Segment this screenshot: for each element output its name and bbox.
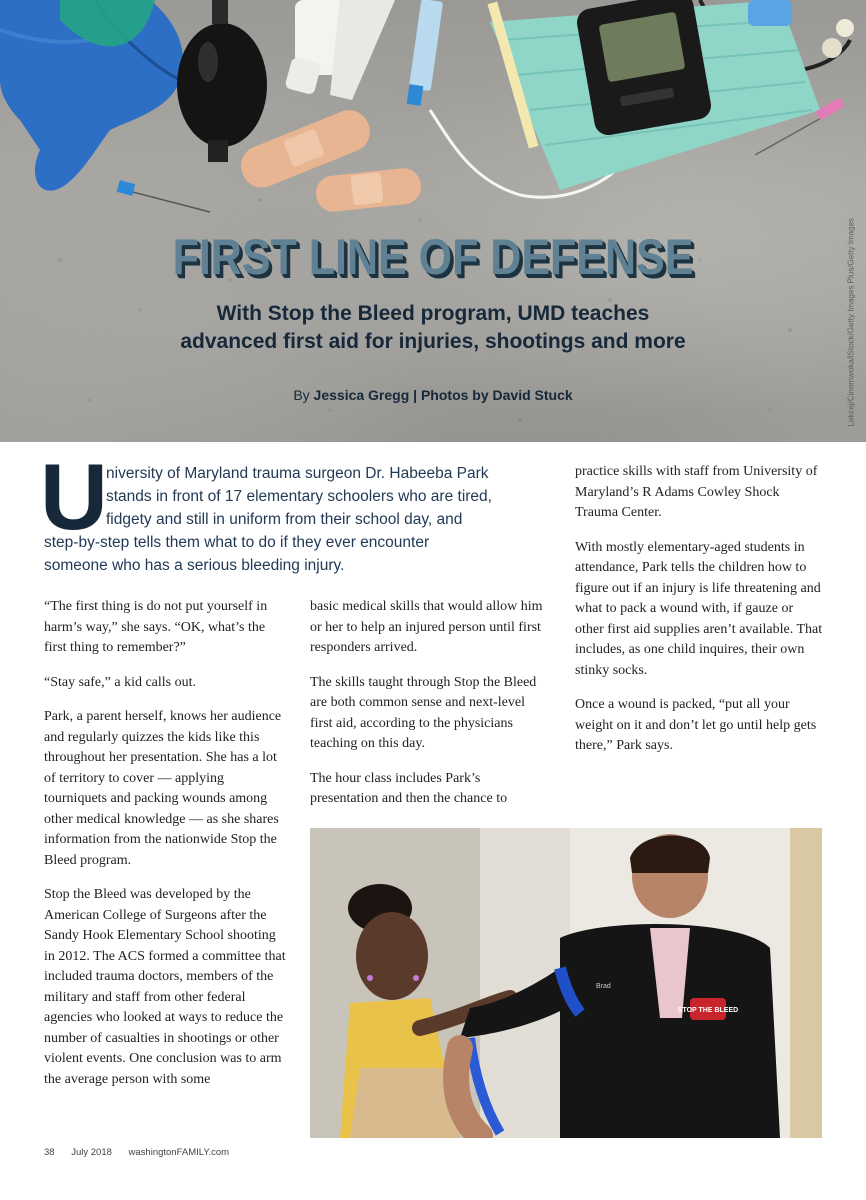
column-1 <box>44 597 289 1104</box>
paragraph: With mostly elementary-aged students in attendance, Park tells the children how to figure out if an injury is life threatening and what to pack a wound with, if gauze or other first aid supplies aren’t available. That includes, as one child inquires, their own stinky socks. <box>575 539 823 678</box>
drop-cap: U <box>40 444 108 549</box>
lede-line: someone who has a serious bleeding injury. <box>44 557 345 574</box>
pill-icon <box>748 0 792 26</box>
hero-banner <box>0 0 866 442</box>
medical-supplies-illustration <box>0 0 866 442</box>
subheadline-line-2: advanced first aid for injuries, shootings and more <box>180 330 686 353</box>
paragraph: “The first thing is do not put yourself in harm’s way,” she says. “OK, what’s the first thing to remember?” <box>44 599 268 655</box>
article-photo <box>310 828 822 1138</box>
lede-line: niversity of Maryland trauma surgeon Dr. Habeeba Park <box>106 465 489 482</box>
page-footer <box>44 1147 243 1158</box>
name-tag: Brad <box>596 983 611 990</box>
needle-icon <box>117 180 210 212</box>
image-credit <box>846 217 860 430</box>
syringe-icon <box>407 0 443 106</box>
headline: FIRST LINE OF DEFENSE <box>172 229 694 285</box>
lede-line: fidgety and still in uniform from their school day, and <box>106 511 463 528</box>
paragraph: practice skills with staff from University of Maryland’s R Adams Cowley Shock Trauma Center. <box>575 464 818 520</box>
paragraph: Once a wound is packed, “put all your weight on it and don’t let go until help gets there,” Park says. <box>575 697 817 753</box>
byline <box>0 387 866 403</box>
column-2 <box>310 597 550 824</box>
page-number: 38 <box>44 1147 55 1158</box>
issue-date: July 2018 <box>71 1147 112 1158</box>
bandage-icon <box>235 104 423 213</box>
paragraph: The skills taught through Stop the Bleed are both common sense and next-level first aid, according to the physicians teaching on this day. <box>310 674 537 751</box>
subheadline-line-1: With Stop the Bleed program, UMD teaches <box>216 302 650 325</box>
glucometer-icon <box>575 0 713 137</box>
training-photo-illustration <box>310 828 822 1138</box>
bulb-pump-icon <box>177 0 267 162</box>
lede-line: stands in front of 17 elementary schoolers who are tired, <box>106 488 492 505</box>
paragraph: Park, a parent herself, knows her audience and regularly quizzes the kids like this throughout her presentation. She has a lot of territory to cover — applying tourniquets and packing wounds among other medical knowledge — as she shares information from the nationwide Stop the Bleed program. <box>44 709 282 868</box>
byline-names: Jessica Gregg | Photos by David Stuck <box>313 387 573 403</box>
badge-text: STOP THE BLEED <box>677 1007 739 1014</box>
paragraph: Stop the Bleed was developed by the American College of Surgeons after the Sandy Hook Elementary School shooting in 2012. The ACS formed a committee that included trauma doctors, members of the military and staff from other federal agencies who looked at ways to reduce the number of casualties in shootings or other violent events. One conclusion was to arm the average person with some <box>44 887 286 1087</box>
bottle-icon <box>284 0 395 100</box>
glove-icon <box>0 0 183 191</box>
lede-line: step-by-step tells them what to do if they ever encounter <box>44 534 430 551</box>
lede-paragraph <box>44 462 549 577</box>
subheadline <box>0 300 866 356</box>
paragraph: basic medical skills that would allow him or her to help an injured person until first responders arrived. <box>310 599 543 655</box>
paragraph: The hour class includes Park’s presentation and then the chance to <box>310 770 508 806</box>
byline-prefix: By <box>293 387 310 403</box>
image-credit-text: Lekcej/Cinemwoka/iStock/Getty Images Plus/Getty Images <box>846 217 856 427</box>
paragraph: “Stay safe,” a kid calls out. <box>44 674 197 690</box>
website: washingtonFAMILY.com <box>128 1147 230 1158</box>
column-3 <box>575 462 825 771</box>
